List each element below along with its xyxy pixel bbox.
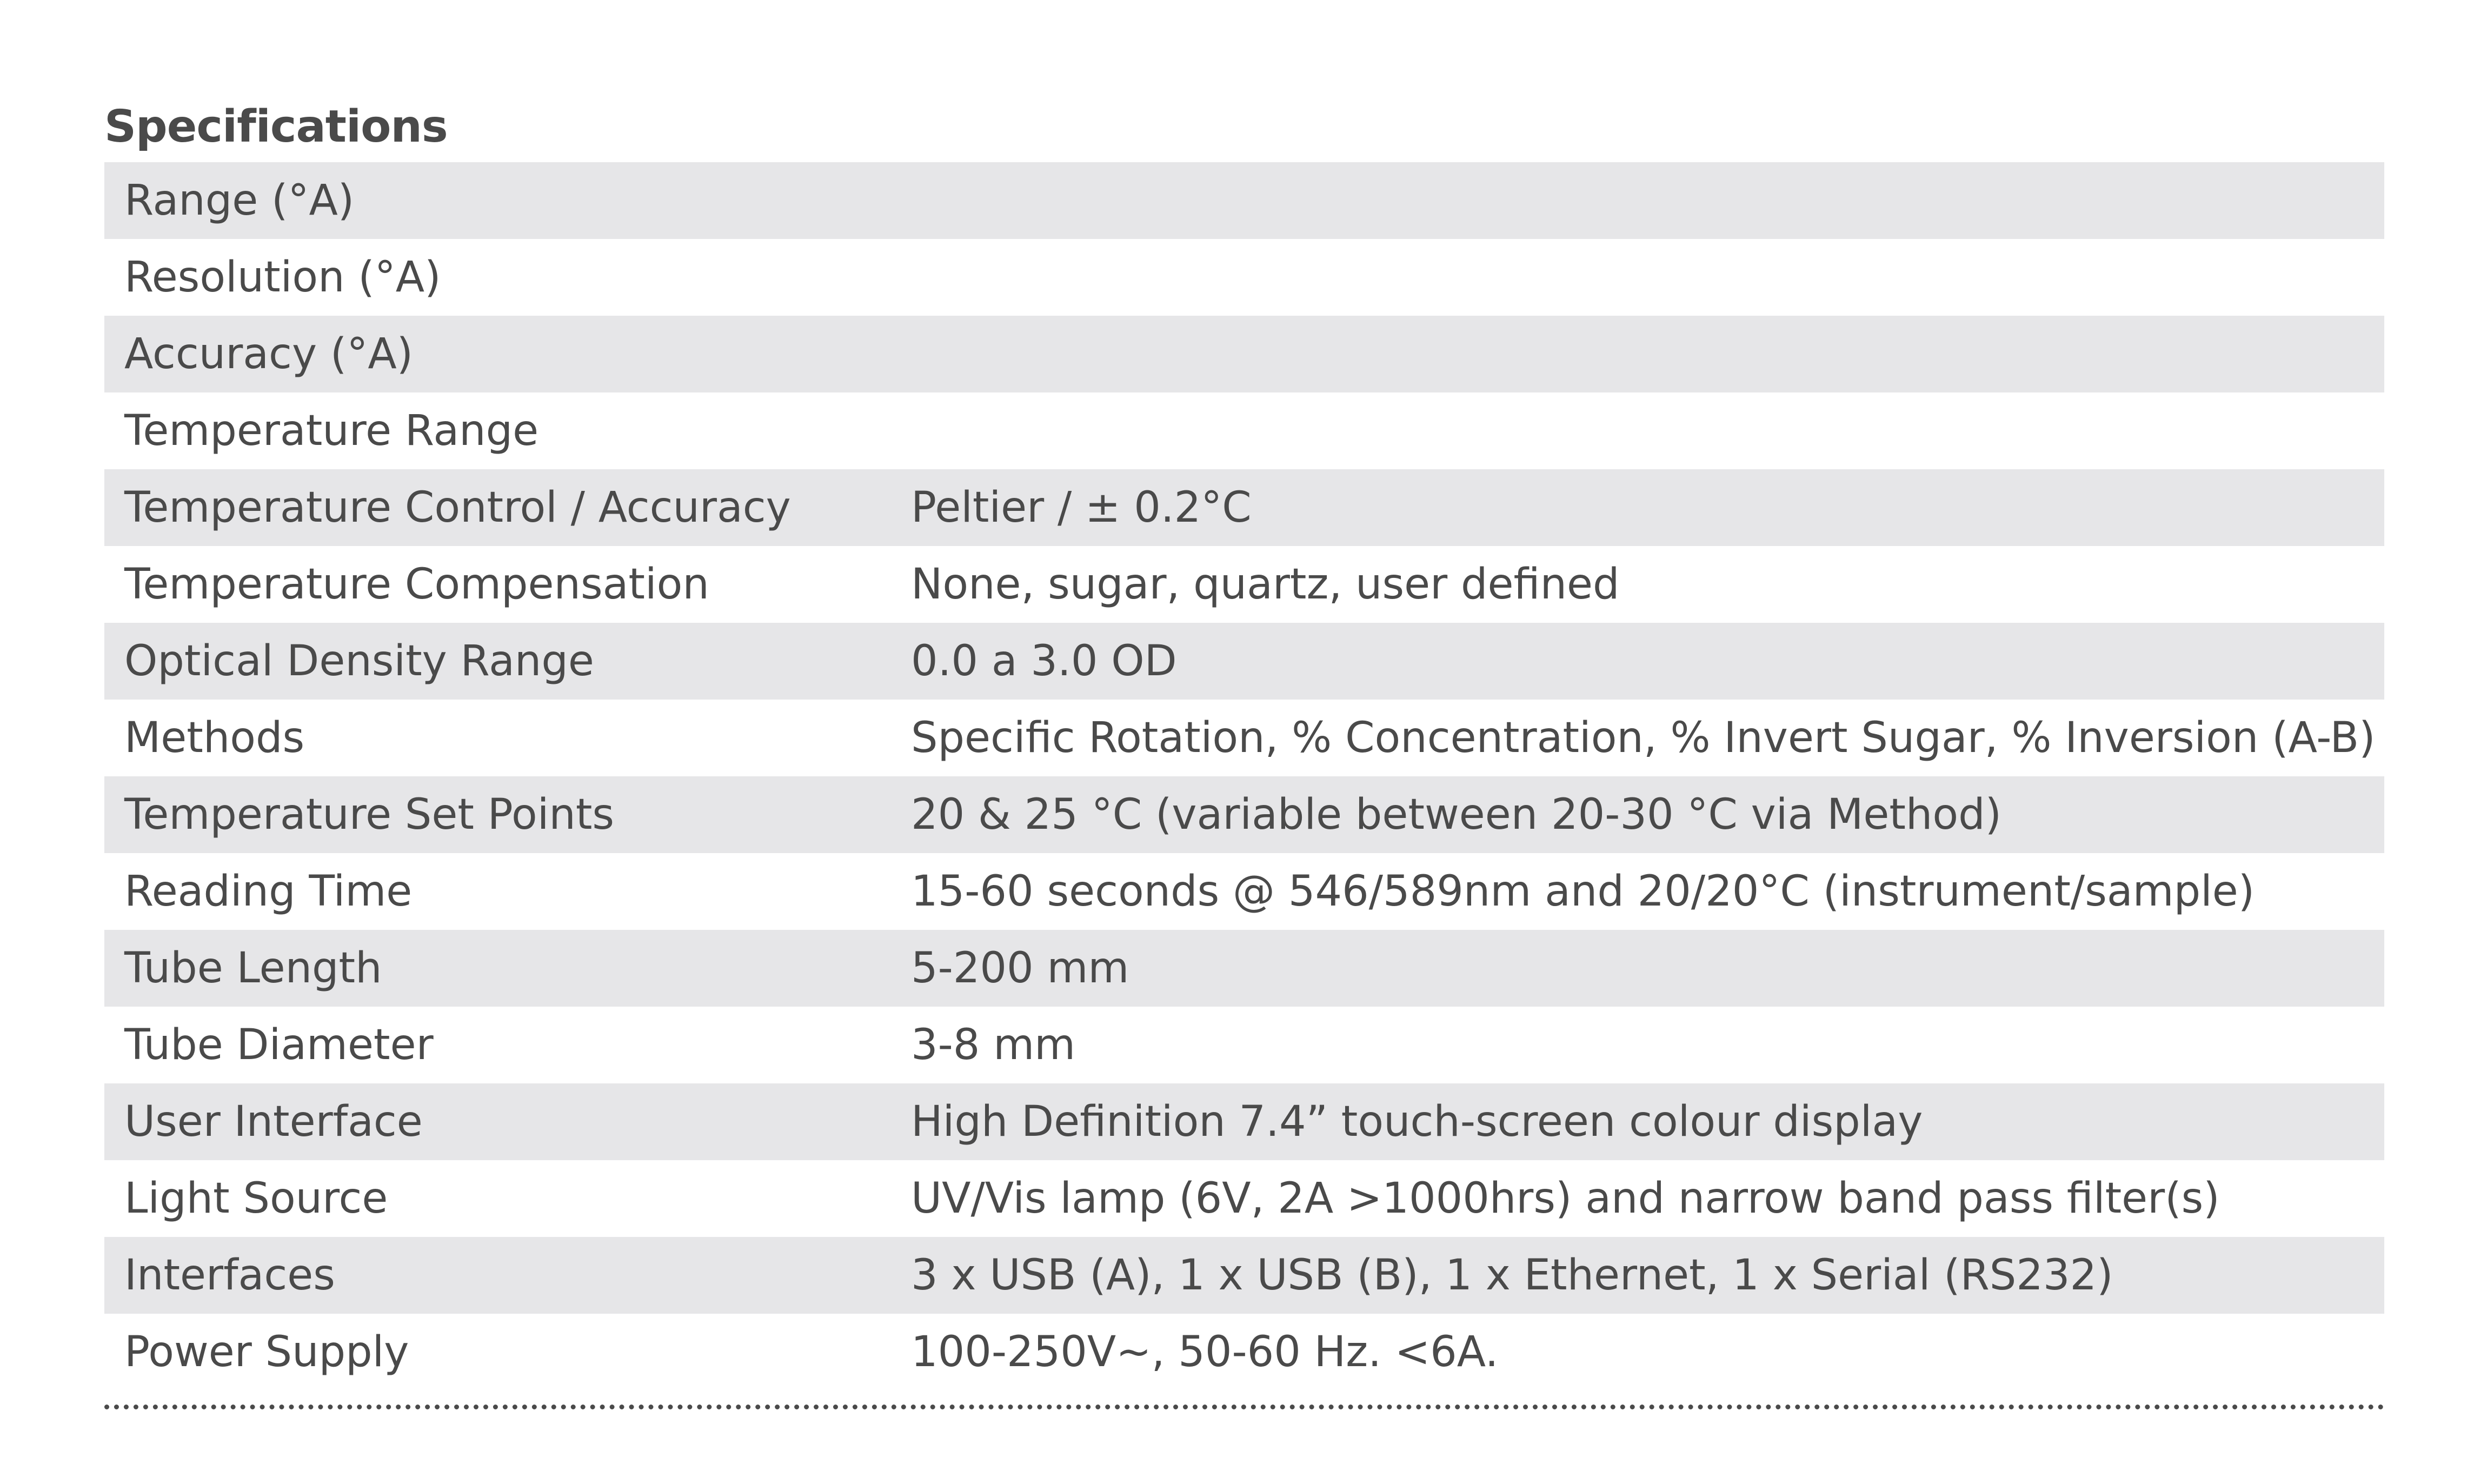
specifications-sheet bbox=[104, 100, 2384, 1409]
table-row bbox=[104, 1314, 2384, 1390]
spec-label: Reading Time bbox=[124, 867, 413, 916]
spec-label: Tube Length bbox=[124, 944, 382, 993]
spec-value: Peltier / ± 0.2°C bbox=[911, 483, 1252, 532]
spec-label: Tube Diameter bbox=[124, 1021, 434, 1069]
table-row bbox=[104, 392, 2384, 469]
table-row bbox=[104, 853, 2384, 930]
spec-label: Methods bbox=[124, 714, 305, 762]
table-row bbox=[104, 1160, 2384, 1237]
table-row bbox=[104, 776, 2384, 853]
table-row bbox=[104, 1083, 2384, 1160]
spec-value: None, sugar, quartz, user defined bbox=[911, 560, 1620, 609]
spec-label: Resolution (°A) bbox=[124, 253, 441, 302]
spec-value: 20 & 25 °C (variable between 20-30 °C via Method) bbox=[911, 790, 2002, 839]
section-title: Specifications bbox=[104, 101, 448, 152]
table-row bbox=[104, 1007, 2384, 1083]
table-row bbox=[104, 700, 2384, 776]
spec-value: 3-8 mm bbox=[911, 1021, 1076, 1069]
spec-label: Power Supply bbox=[124, 1328, 409, 1376]
table-row bbox=[104, 162, 2384, 239]
table-row bbox=[104, 1237, 2384, 1314]
spec-value: High Definition 7.4” touch-screen colour display bbox=[911, 1097, 1923, 1146]
spec-value: 5-200 mm bbox=[911, 944, 1129, 993]
dotted-divider bbox=[104, 1405, 2384, 1409]
spec-label: Temperature Control / Accuracy bbox=[124, 483, 791, 532]
spec-label: Interfaces bbox=[124, 1251, 335, 1300]
spec-label: User Interface bbox=[124, 1097, 423, 1146]
spec-label: Temperature Compensation bbox=[124, 560, 709, 609]
table-row bbox=[104, 930, 2384, 1007]
spec-value: 100-250V~, 50-60 Hz. <6A. bbox=[911, 1328, 1499, 1376]
specifications-table bbox=[104, 162, 2384, 1390]
spec-label: Light Source bbox=[124, 1174, 388, 1223]
spec-value: 0.0 a 3.0 OD bbox=[911, 637, 1177, 686]
spec-value bbox=[911, 392, 2384, 469]
table-row bbox=[104, 546, 2384, 623]
spec-value bbox=[911, 316, 2384, 392]
table-row bbox=[104, 316, 2384, 392]
spec-value bbox=[911, 239, 2384, 316]
spec-label: Optical Density Range bbox=[124, 637, 594, 686]
table-row bbox=[104, 469, 2384, 546]
table-row bbox=[104, 239, 2384, 316]
spec-value: UV/Vis lamp (6V, 2A >1000hrs) and narrow band pass filter(s) bbox=[911, 1174, 2220, 1223]
spec-value: Specific Rotation, % Concentration, % Invert Sugar, % Inversion (A-B) bbox=[911, 714, 2376, 762]
spec-label: Accuracy (°A) bbox=[124, 330, 414, 378]
spec-value bbox=[911, 162, 2384, 239]
table-row bbox=[104, 623, 2384, 700]
spec-label: Temperature Range bbox=[124, 407, 539, 455]
spec-label: Temperature Set Points bbox=[124, 790, 615, 839]
spec-value: 3 x USB (A), 1 x USB (B), 1 x Ethernet, 1 x Serial (RS232) bbox=[911, 1251, 2113, 1300]
spec-value: 15-60 seconds @ 546/589nm and 20/20°C (instrument/sample) bbox=[911, 867, 2255, 916]
spec-label: Range (°A) bbox=[124, 176, 355, 225]
